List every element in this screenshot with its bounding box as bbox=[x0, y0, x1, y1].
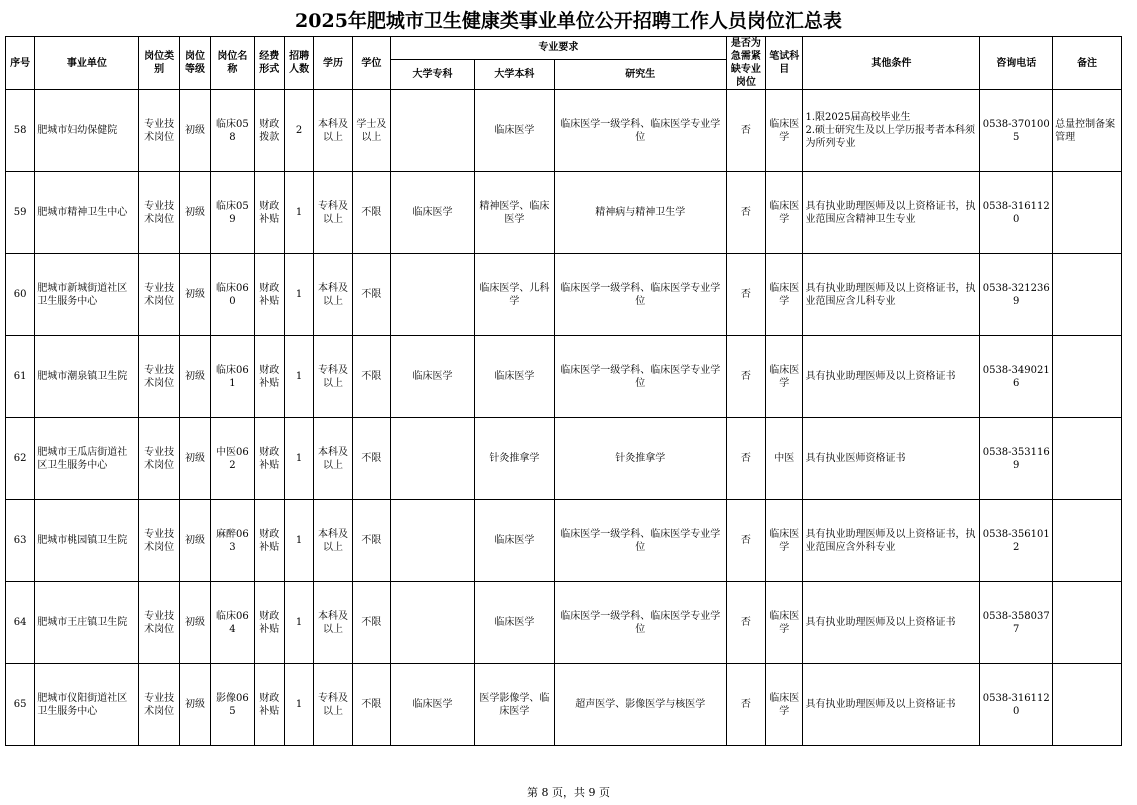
cell-education: 本科及以上 bbox=[314, 500, 352, 582]
cell-post-type: 专业技术岗位 bbox=[139, 582, 179, 664]
cell-other: 具有执业助理医师及以上资格证书 bbox=[803, 336, 980, 418]
cell-post-type: 专业技术岗位 bbox=[139, 336, 179, 418]
cell-unit: 肥城市潮泉镇卫生院 bbox=[35, 336, 139, 418]
header-degree: 学位 bbox=[352, 37, 390, 90]
cell-remark: 总量控制备案管理 bbox=[1053, 90, 1122, 172]
cell-funding: 财政补贴 bbox=[254, 500, 284, 582]
table-row bbox=[6, 664, 1122, 746]
cell-college bbox=[391, 418, 475, 500]
header-other: 其他条件 bbox=[803, 37, 980, 90]
cell-seq: 60 bbox=[6, 254, 35, 336]
cell-post-level: 初级 bbox=[179, 254, 210, 336]
cell-seq: 62 bbox=[6, 418, 35, 500]
cell-graduate: 临床医学一级学科、临床医学专业学位 bbox=[554, 254, 726, 336]
header-unit: 事业单位 bbox=[35, 37, 139, 90]
cell-post-name: 影像065 bbox=[211, 664, 254, 746]
cell-post-type: 专业技术岗位 bbox=[139, 172, 179, 254]
cell-post-name: 临床059 bbox=[211, 172, 254, 254]
cell-education: 本科及以上 bbox=[314, 90, 352, 172]
page-footer: 第 8 页，共 9 页 bbox=[527, 786, 610, 799]
cell-phone: 0538-3580377 bbox=[980, 582, 1053, 664]
cell-urgent: 否 bbox=[726, 500, 765, 582]
cell-college bbox=[391, 90, 475, 172]
cell-college: 临床医学 bbox=[391, 336, 475, 418]
cell-degree: 不限 bbox=[352, 418, 390, 500]
cell-post-level: 初级 bbox=[179, 172, 210, 254]
cell-post-name: 麻醉063 bbox=[211, 500, 254, 582]
cell-bachelor: 临床医学 bbox=[474, 500, 554, 582]
cell-remark bbox=[1053, 582, 1122, 664]
table-row bbox=[6, 254, 1122, 336]
cell-education: 专科及以上 bbox=[314, 664, 352, 746]
header-seq: 序号 bbox=[6, 37, 35, 90]
cell-graduate: 临床医学一级学科、临床医学专业学位 bbox=[554, 500, 726, 582]
header-post-name: 岗位名称 bbox=[211, 37, 254, 90]
cell-count: 1 bbox=[284, 664, 313, 746]
cell-funding: 财政补贴 bbox=[254, 336, 284, 418]
cell-education: 本科及以上 bbox=[314, 418, 352, 500]
cell-seq: 63 bbox=[6, 500, 35, 582]
table-body bbox=[6, 90, 1122, 746]
cell-urgent: 否 bbox=[726, 90, 765, 172]
cell-bachelor: 临床医学 bbox=[474, 90, 554, 172]
cell-phone: 0538-3161120 bbox=[980, 172, 1053, 254]
cell-bachelor: 针灸推拿学 bbox=[474, 418, 554, 500]
cell-bachelor: 临床医学、儿科学 bbox=[474, 254, 554, 336]
cell-college bbox=[391, 500, 475, 582]
cell-degree: 不限 bbox=[352, 254, 390, 336]
cell-remark bbox=[1053, 664, 1122, 746]
cell-seq: 64 bbox=[6, 582, 35, 664]
cell-other: 具有执业助理医师及以上资格证书，执业范围应含精神卫生专业 bbox=[803, 172, 980, 254]
cell-post-level: 初级 bbox=[179, 500, 210, 582]
cell-phone: 0538-3701005 bbox=[980, 90, 1053, 172]
cell-degree: 不限 bbox=[352, 500, 390, 582]
cell-college: 临床医学 bbox=[391, 172, 475, 254]
cell-other: 具有执业助理医师及以上资格证书 bbox=[803, 582, 980, 664]
cell-remark bbox=[1053, 172, 1122, 254]
cell-bachelor: 精神医学、临床医学 bbox=[474, 172, 554, 254]
cell-college bbox=[391, 582, 475, 664]
cell-post-name: 中医062 bbox=[211, 418, 254, 500]
cell-graduate: 针灸推拿学 bbox=[554, 418, 726, 500]
cell-count: 1 bbox=[284, 418, 313, 500]
cell-exam: 临床医学 bbox=[766, 172, 803, 254]
cell-other: 1.限2025届高校毕业生 2.硕士研究生及以上学历报考者本科须为所列专业 bbox=[803, 90, 980, 172]
cell-urgent: 否 bbox=[726, 336, 765, 418]
cell-phone: 0538-3212369 bbox=[980, 254, 1053, 336]
cell-remark bbox=[1053, 500, 1122, 582]
header-education: 学历 bbox=[314, 37, 352, 90]
cell-post-level: 初级 bbox=[179, 418, 210, 500]
cell-graduate: 超声医学、影像医学与核医学 bbox=[554, 664, 726, 746]
cell-unit: 肥城市精神卫生中心 bbox=[35, 172, 139, 254]
cell-phone: 0538-3161120 bbox=[980, 664, 1053, 746]
cell-count: 1 bbox=[284, 254, 313, 336]
cell-seq: 58 bbox=[6, 90, 35, 172]
cell-seq: 59 bbox=[6, 172, 35, 254]
header-urgent: 是否为急需紧缺专业岗位 bbox=[726, 37, 765, 90]
cell-graduate: 临床医学一级学科、临床医学专业学位 bbox=[554, 582, 726, 664]
cell-degree: 不限 bbox=[352, 336, 390, 418]
cell-post-type: 专业技术岗位 bbox=[139, 418, 179, 500]
cell-unit: 肥城市妇幼保健院 bbox=[35, 90, 139, 172]
cell-post-level: 初级 bbox=[179, 90, 210, 172]
cell-phone: 0538-3490216 bbox=[980, 336, 1053, 418]
header-exam: 笔试科目 bbox=[766, 37, 803, 90]
cell-count: 1 bbox=[284, 336, 313, 418]
cell-funding: 财政补贴 bbox=[254, 418, 284, 500]
cell-funding: 财政补贴 bbox=[254, 582, 284, 664]
header-funding: 经费形式 bbox=[254, 37, 284, 90]
cell-exam: 临床医学 bbox=[766, 254, 803, 336]
table-row bbox=[6, 172, 1122, 254]
cell-count: 1 bbox=[284, 172, 313, 254]
cell-exam: 临床医学 bbox=[766, 582, 803, 664]
cell-post-name: 临床064 bbox=[211, 582, 254, 664]
document-title: 2025年肥城市卫生健康类事业单位公开招聘工作人员岗位汇总表 bbox=[295, 10, 842, 32]
cell-post-name: 临床060 bbox=[211, 254, 254, 336]
cell-remark bbox=[1053, 336, 1122, 418]
cell-post-type: 专业技术岗位 bbox=[139, 254, 179, 336]
cell-urgent: 否 bbox=[726, 172, 765, 254]
header-major-group: 专业要求 bbox=[391, 37, 727, 60]
cell-education: 专科及以上 bbox=[314, 172, 352, 254]
cell-education: 本科及以上 bbox=[314, 254, 352, 336]
cell-unit: 肥城市新城街道社区卫生服务中心 bbox=[35, 254, 139, 336]
cell-bachelor: 临床医学 bbox=[474, 582, 554, 664]
cell-funding: 财政拨款 bbox=[254, 90, 284, 172]
cell-other: 具有执业助理医师及以上资格证书，执业范围应含儿科专业 bbox=[803, 254, 980, 336]
cell-graduate: 精神病与精神卫生学 bbox=[554, 172, 726, 254]
cell-other: 具有执业医师资格证书 bbox=[803, 418, 980, 500]
cell-remark bbox=[1053, 418, 1122, 500]
cell-seq: 65 bbox=[6, 664, 35, 746]
cell-unit: 肥城市王庄镇卫生院 bbox=[35, 582, 139, 664]
cell-graduate: 临床医学一级学科、临床医学专业学位 bbox=[554, 336, 726, 418]
cell-college: 临床医学 bbox=[391, 664, 475, 746]
cell-graduate: 临床医学一级学科、临床医学专业学位 bbox=[554, 90, 726, 172]
header-bachelor: 大学本科 bbox=[474, 59, 554, 89]
cell-education: 专科及以上 bbox=[314, 336, 352, 418]
header-post-level: 岗位等级 bbox=[179, 37, 210, 90]
cell-phone: 0538-3561012 bbox=[980, 500, 1053, 582]
header-phone: 咨询电话 bbox=[980, 37, 1053, 90]
cell-funding: 财政补贴 bbox=[254, 664, 284, 746]
cell-post-level: 初级 bbox=[179, 664, 210, 746]
cell-unit: 肥城市王瓜店街道社区卫生服务中心 bbox=[35, 418, 139, 500]
cell-post-type: 专业技术岗位 bbox=[139, 500, 179, 582]
header-graduate: 研究生 bbox=[554, 59, 726, 89]
cell-exam: 中医 bbox=[766, 418, 803, 500]
header-post-type: 岗位类别 bbox=[139, 37, 179, 90]
cell-urgent: 否 bbox=[726, 418, 765, 500]
cell-unit: 肥城市仪阳街道社区卫生服务中心 bbox=[35, 664, 139, 746]
header-count: 招聘人数 bbox=[284, 37, 313, 90]
cell-post-level: 初级 bbox=[179, 336, 210, 418]
cell-urgent: 否 bbox=[726, 254, 765, 336]
table-row bbox=[6, 582, 1122, 664]
cell-college bbox=[391, 254, 475, 336]
cell-seq: 61 bbox=[6, 336, 35, 418]
cell-count: 1 bbox=[284, 582, 313, 664]
table-row bbox=[6, 336, 1122, 418]
cell-education: 本科及以上 bbox=[314, 582, 352, 664]
cell-bachelor: 医学影像学、临床医学 bbox=[474, 664, 554, 746]
cell-urgent: 否 bbox=[726, 664, 765, 746]
table-row bbox=[6, 500, 1122, 582]
cell-exam: 临床医学 bbox=[766, 664, 803, 746]
job-positions-table bbox=[5, 36, 1122, 746]
cell-funding: 财政补贴 bbox=[254, 172, 284, 254]
cell-post-name: 临床058 bbox=[211, 90, 254, 172]
table-row bbox=[6, 90, 1122, 172]
cell-funding: 财政补贴 bbox=[254, 254, 284, 336]
cell-phone: 0538-3531169 bbox=[980, 418, 1053, 500]
header-college: 大学专科 bbox=[391, 59, 475, 89]
cell-degree: 不限 bbox=[352, 664, 390, 746]
cell-count: 2 bbox=[284, 90, 313, 172]
cell-other: 具有执业助理医师及以上资格证书 bbox=[803, 664, 980, 746]
cell-degree: 不限 bbox=[352, 172, 390, 254]
cell-post-type: 专业技术岗位 bbox=[139, 664, 179, 746]
cell-post-type: 专业技术岗位 bbox=[139, 90, 179, 172]
cell-degree: 不限 bbox=[352, 582, 390, 664]
cell-post-level: 初级 bbox=[179, 582, 210, 664]
cell-count: 1 bbox=[284, 500, 313, 582]
table-row bbox=[6, 418, 1122, 500]
cell-exam: 临床医学 bbox=[766, 500, 803, 582]
cell-exam: 临床医学 bbox=[766, 90, 803, 172]
cell-unit: 肥城市桃园镇卫生院 bbox=[35, 500, 139, 582]
header-remark: 备注 bbox=[1053, 37, 1122, 90]
cell-remark bbox=[1053, 254, 1122, 336]
cell-urgent: 否 bbox=[726, 582, 765, 664]
cell-exam: 临床医学 bbox=[766, 336, 803, 418]
cell-post-name: 临床061 bbox=[211, 336, 254, 418]
cell-degree: 学士及以上 bbox=[352, 90, 390, 172]
cell-bachelor: 临床医学 bbox=[474, 336, 554, 418]
cell-other: 具有执业助理医师及以上资格证书，执业范围应含外科专业 bbox=[803, 500, 980, 582]
